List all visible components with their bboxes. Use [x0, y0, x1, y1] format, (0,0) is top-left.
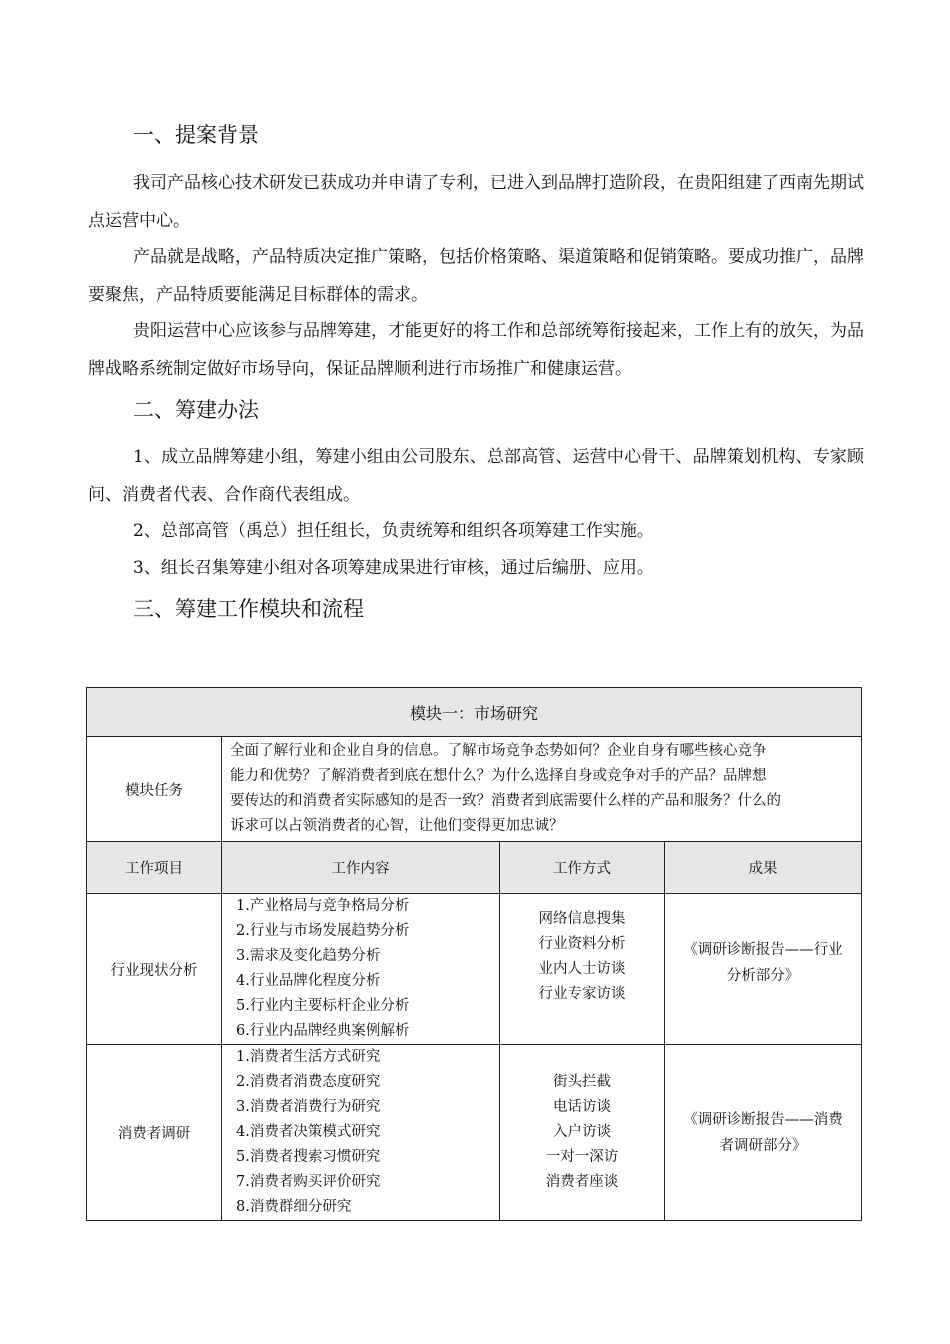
method-item: 一对一深访	[545, 1149, 619, 1165]
task-line: 要传达的和消费者实际感知的是否一致？消费者到底需要什么样的产品和服务？什么的	[230, 793, 781, 809]
section-title-method: 二、筹建办法	[133, 398, 259, 422]
paragraph-background-1: 我司产品核心技术研发已获成功并申请了专利，已进入到品牌打造阶段，在贵阳组建了西南先期试点运营中心。	[88, 173, 864, 231]
row-content-cell	[222, 894, 500, 1045]
result-line: 《调研诊断报告——行业	[683, 942, 843, 958]
module-table	[86, 687, 862, 1221]
method-item: 业内人士访谈	[538, 961, 626, 977]
content-item: 2.行业与市场发展趋势分析	[236, 923, 410, 939]
table-row-industry	[87, 894, 862, 1045]
method-item: 街头拦截	[553, 1074, 611, 1090]
method-item: 网络信息搜集	[538, 911, 626, 927]
method-item: 入户访谈	[553, 1124, 611, 1140]
result-line: 《调研诊断报告——消费	[683, 1111, 843, 1128]
result-line: 者调研部分》	[719, 1137, 807, 1154]
task-line: 诉求可以占领消费者的心智，让他们变得更加忠诚？	[230, 818, 564, 834]
row-item-label: 行业现状分析	[87, 894, 222, 1045]
row-method-cell	[500, 894, 665, 1045]
section-title-proposal-background: 一、提案背景	[133, 123, 259, 147]
method-item: 消费者座谈	[545, 1174, 619, 1190]
content-item: 4.行业品牌化程度分析	[236, 973, 381, 989]
row-content-cell	[222, 1045, 500, 1221]
content-item: 6.行业内品牌经典案例解析	[236, 1023, 410, 1039]
table-row-consumer	[87, 1045, 862, 1221]
header-work-item: 工作项目	[87, 842, 222, 894]
header-work-method: 工作方式	[500, 842, 665, 894]
task-label: 模块任务	[87, 737, 222, 842]
paragraph-method-1: 1、成立品牌筹建小组，筹建小组由公司股东、总部高管、运营中心骨干、品牌策划机构、专家顾问、消费者代表、合作商代表组成。	[88, 447, 864, 505]
module-title: 模块一：市场研究	[87, 688, 862, 737]
method-item: 电话访谈	[553, 1099, 611, 1115]
content-item: 1.产业格局与竞争格局分析	[236, 898, 410, 914]
paragraph-background-3: 贵阳运营中心应该参与品牌筹建，才能更好的将工作和总部统筹衔接起来，工作上有的放矢，为品牌战略系统制定做好市场导向，保证品牌顺利进行市场推广和健康运营。	[88, 321, 864, 379]
row-result-cell	[665, 894, 862, 1045]
paragraph-background-2: 产品就是战略，产品特质决定推广策略，包括价格策略、渠道策略和促销策略。要成功推广，品牌要聚焦，产品特质要能满足目标群体的需求。	[88, 247, 864, 305]
method-item: 行业资料分析	[538, 936, 626, 952]
content-item: 2.消费者消费态度研究	[236, 1074, 381, 1090]
header-work-content: 工作内容	[222, 842, 500, 894]
task-line: 全面了解行业和企业自身的信息。了解市场竞争态势如何？企业自身有哪些核心竞争	[230, 743, 767, 759]
content-item: 1.消费者生活方式研究	[236, 1049, 381, 1065]
row-item-label: 消费者调研	[87, 1045, 222, 1221]
task-line: 能力和优势？了解消费者到底在想什么？为什么选择自身或竞争对手的产品？品牌想	[230, 768, 767, 784]
header-result: 成果	[665, 842, 862, 894]
row-method-cell	[500, 1045, 665, 1221]
content-item: 5.行业内主要标杆企业分析	[236, 998, 410, 1014]
content-item: 5.消费者搜索习惯研究	[236, 1149, 381, 1165]
row-result-cell	[665, 1045, 862, 1221]
content-item: 4.消费者决策模式研究	[236, 1124, 381, 1140]
content-item: 8.消费群细分研究	[236, 1199, 352, 1215]
paragraph-method-3: 3、组长召集筹建小组对各项筹建成果进行审核，通过后编册、应用。	[133, 558, 654, 578]
task-description	[222, 737, 862, 842]
content-item: 7.消费者购买评价研究	[236, 1174, 381, 1190]
section-title-modules: 三、筹建工作模块和流程	[133, 597, 364, 621]
result-line: 分析部分》	[726, 968, 800, 984]
content-item: 3.消费者消费行为研究	[236, 1099, 381, 1115]
content-item: 3.需求及变化趋势分析	[236, 948, 381, 964]
paragraph-method-2: 2、总部高管（禹总）担任组长，负责统筹和组织各项筹建工作实施。	[133, 521, 654, 541]
method-item: 行业专家访谈	[538, 986, 626, 1002]
